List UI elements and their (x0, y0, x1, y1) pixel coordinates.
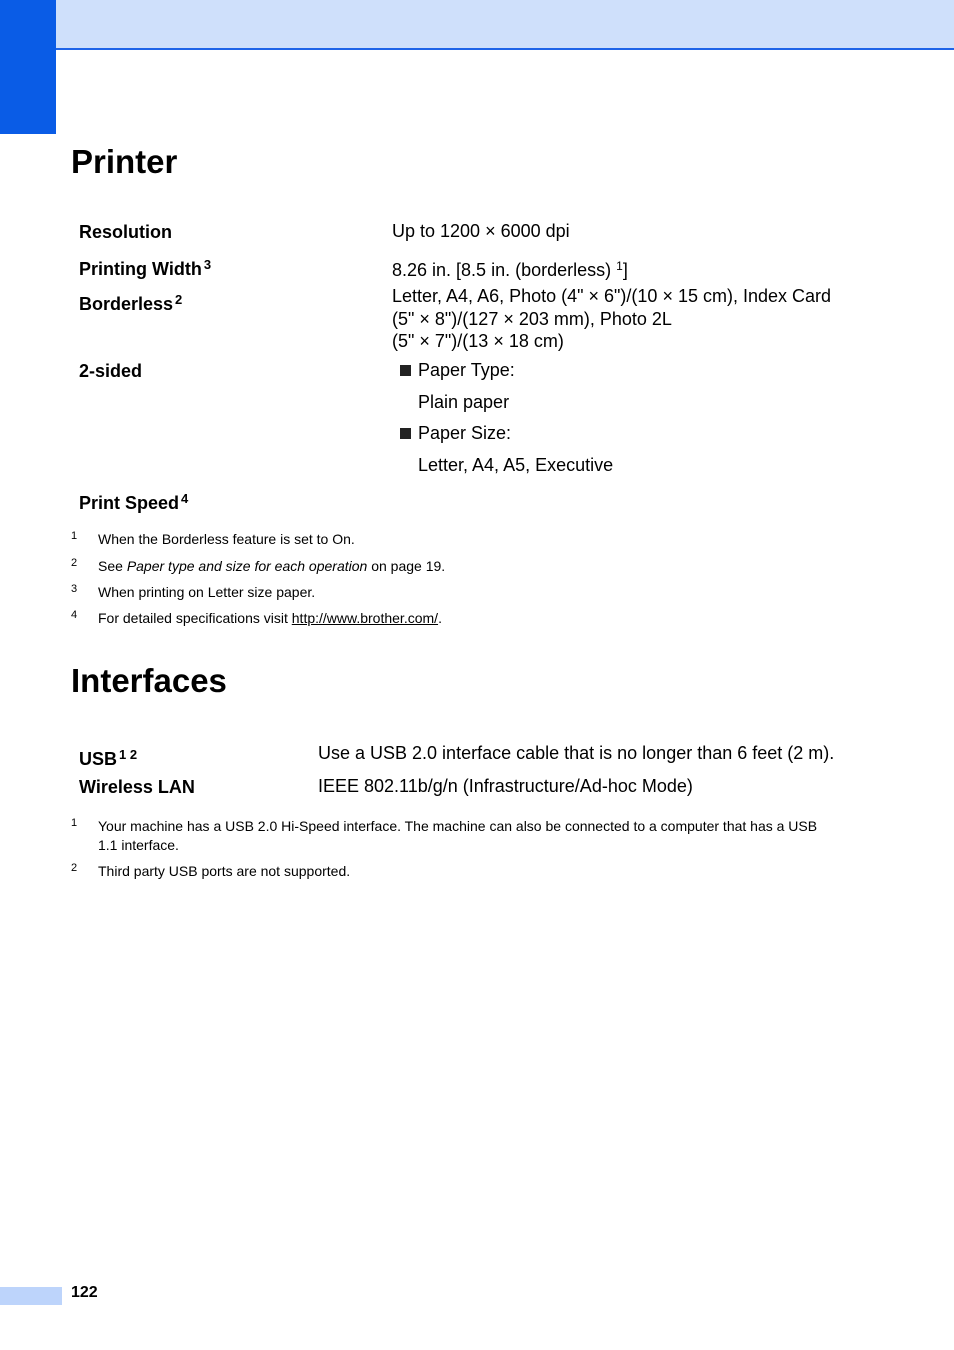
footnote-text: Your machine has a USB 2.0 Hi-Speed interface. The machine can also be connected to a computer that has a USB (98, 818, 818, 834)
printing-width-label: Printing Width $^3$ (79, 257, 212, 279)
brother-link[interactable]: http://www.brother.com/ (291, 610, 439, 626)
footnote-text: For detailed specifications visit http://www.brother.com/. (98, 610, 442, 626)
footnote-number: 2 (71, 862, 78, 874)
printer-heading: Printer (71, 143, 178, 180)
footnote-text: See Paper type and size for each operation on page 19. (98, 558, 446, 574)
borderless-value-2: (5" × 8")/(127 × 203 mm), Photo 2L (392, 308, 672, 329)
footnote-number: 1 (71, 817, 78, 829)
borderless-value-1: Letter, A4, A6, Photo (4" × 6")/(10 × 15 cm), Index Card (392, 286, 832, 306)
cross-reference[interactable]: Paper type and size for each operation (126, 558, 368, 574)
printing-width-note: 3 (203, 257, 212, 272)
printing-width-value: 8.26 in. [8.5 in. (borderless) $^1$] (392, 259, 628, 280)
header-rule (56, 48, 954, 50)
usb-label: USB $^{1 2}$ (79, 747, 138, 769)
square-bullet-icon (400, 365, 411, 376)
footnote-text: When printing on Letter size paper. (98, 584, 316, 600)
paper-type-value: Plain paper (418, 392, 510, 412)
paper-size-value: Letter, A4, A5, Executive (418, 455, 614, 475)
footnote-text: Third party USB ports are not supported. (98, 863, 351, 879)
paper-type-label: Paper Type: (418, 360, 515, 380)
footer-band (0, 1287, 62, 1305)
footnote-text-continued: 1.1 interface. (98, 837, 179, 853)
interfaces-heading: Interfaces (71, 662, 227, 699)
two-sided-label: 2-sided (79, 361, 143, 381)
footnote-number: 4 (71, 609, 78, 621)
paper-size-label: Paper Size: (418, 423, 512, 443)
usb-value: Use a USB 2.0 interface cable that is no longer than 6 feet (2 m). (318, 743, 835, 763)
usb-note: 1 2 (119, 747, 138, 762)
footnote-number: 3 (71, 583, 78, 595)
wireless-lan-value: IEEE 802.11b/g/n (Infrastructure/Ad-hoc Mode) (318, 776, 693, 796)
borderless-value-3: (5" × 7")/(13 × 18 cm) (392, 331, 564, 351)
chapter-tab (0, 0, 56, 134)
print-speed-note: 4 (181, 491, 189, 506)
footnote-number: 2 (71, 557, 78, 569)
header-band (56, 0, 954, 48)
wireless-lan-label: Wireless LAN (79, 777, 195, 797)
footnote-number: 1 (71, 530, 78, 542)
borderless-note: 2 (175, 292, 183, 307)
footnote-text: When the Borderless feature is set to On. (98, 531, 355, 547)
resolution-label: Resolution (79, 222, 172, 242)
print-speed-label: Print Speed $^4$ (79, 491, 189, 513)
square-bullet-icon (400, 428, 411, 439)
borderless-label: Borderless $^2$ (79, 292, 183, 314)
printing-width-value-note: 1 (616, 259, 623, 273)
resolution-value: Up to 1200 × 6000 dpi (392, 221, 570, 241)
page-number: 122 (71, 1284, 98, 1301)
